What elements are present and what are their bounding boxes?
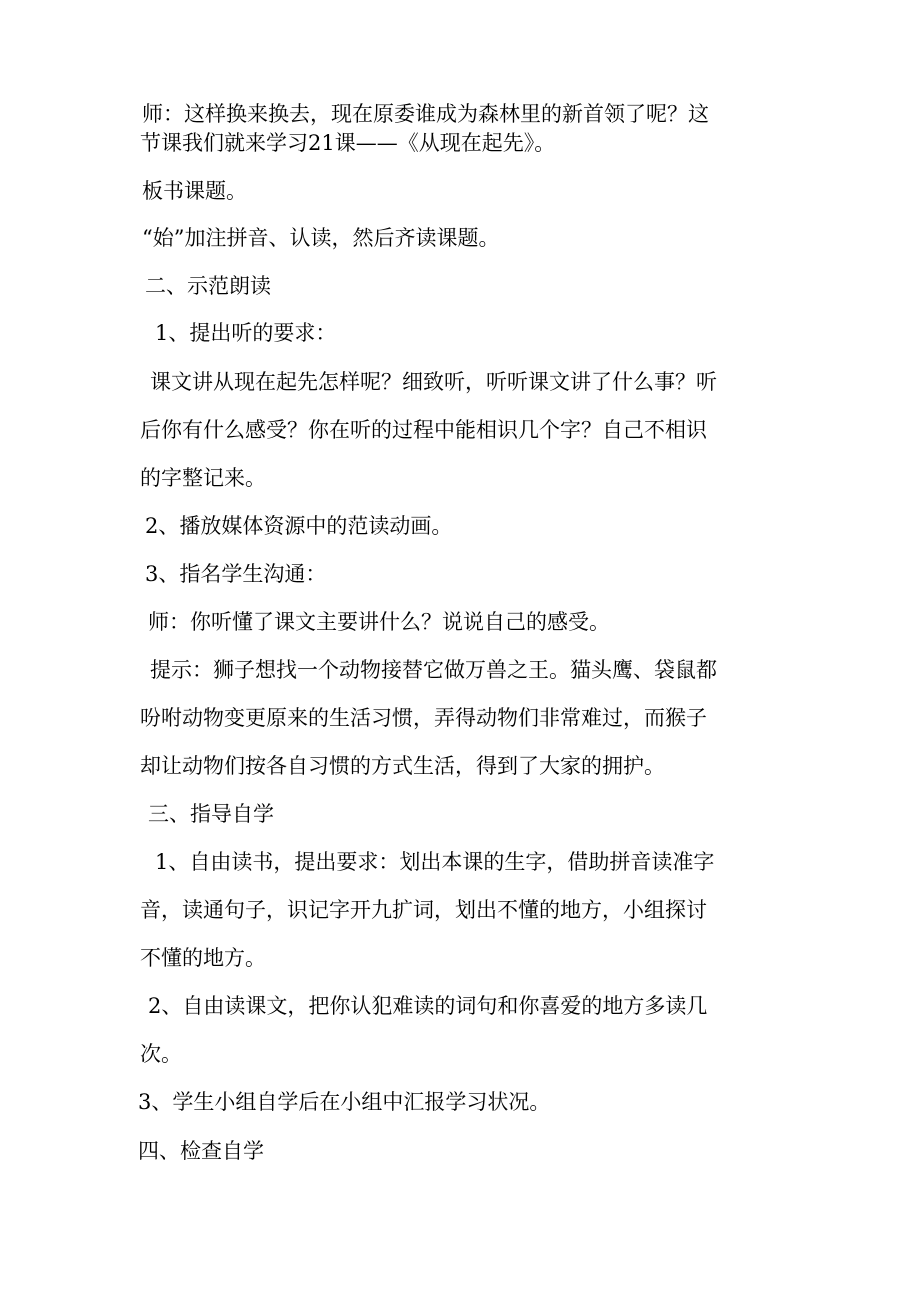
text-line: 后你有什么感受？你在听的过程中能相识几个字？自己不相识: [140, 418, 707, 442]
text-line: 课文讲从现在起先怎样呢？细致听，听听课文讲了什么事？听: [150, 370, 717, 394]
text-line: 次。: [140, 1042, 182, 1066]
list-item: 1、提出听的要求：: [155, 321, 337, 345]
list-item: 2、自由读课文，把你认犯难读的词句和你喜爱的地方多读几: [148, 994, 708, 1018]
text-line: 师：这样换来换去，现在原委谁成为森林里的新首领了呢？这: [142, 102, 709, 126]
list-item: 2、播放媒体资源中的范读动画。: [145, 514, 453, 538]
section-heading: 二、示范朗读: [145, 274, 271, 298]
text-line: 师：你听懂了课文主要讲什么？说说自己的感受。: [148, 610, 610, 634]
text-line: 不懂的地方。: [140, 946, 266, 970]
section-heading: 四、检查自学: [138, 1139, 264, 1163]
text-line: 音，读通句子，识记字开九扩词，划出不懂的地方，小组探讨: [140, 898, 707, 922]
text-line: “始”加注拼音、认读，然后齐读课题。: [142, 226, 500, 250]
list-item: 1、自由读书，提出要求：划出本课的生字，借助拼音读准字: [155, 850, 715, 874]
list-item: 3、指名学生沟通：: [145, 562, 327, 586]
list-item: 3、学生小组自学后在小组中汇报学习状况。: [138, 1090, 551, 1114]
text-line: 吩咐动物变更原来的生活习惯，弄得动物们非常难过，而猴子: [140, 706, 707, 730]
text-line: 节课我们就来学习21课——《从现在起先》。: [140, 131, 556, 155]
text-line: 却让动物们按各自习惯的方式生活，得到了大家的拥护。: [140, 754, 665, 778]
section-heading: 三、指导自学: [148, 802, 274, 826]
text-line: 的字整记来。: [140, 466, 266, 490]
text-line: 提示：狮子想找一个动物接替它做万兽之王。猫头鹰、袋鼠都: [150, 658, 717, 682]
text-line: 板书课题。: [142, 179, 247, 203]
